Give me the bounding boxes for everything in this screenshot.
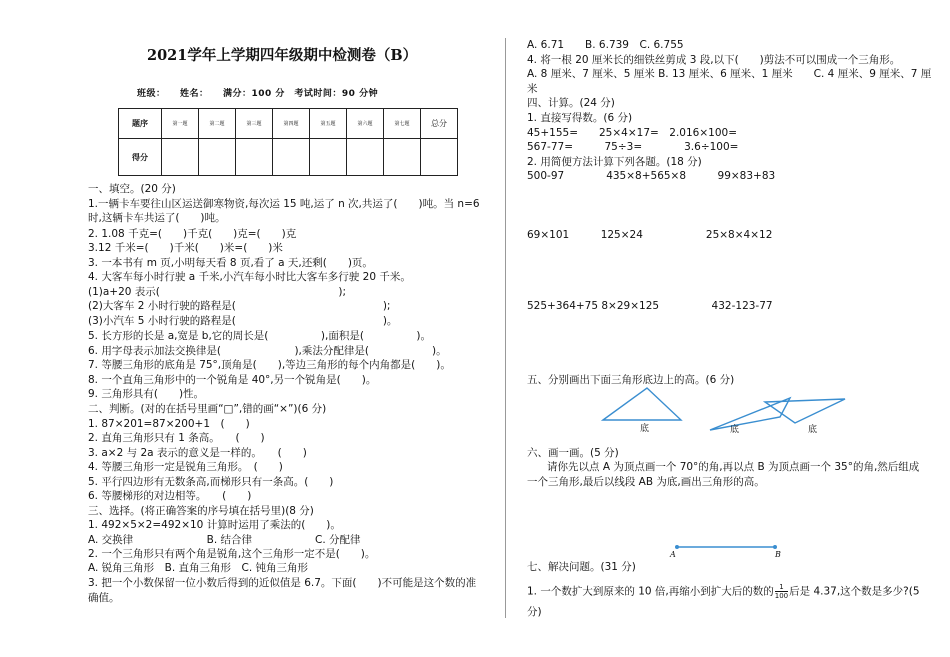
segment-ab	[672, 542, 782, 552]
exam-info: 班级： 姓名： 满分：100 分 考试时间：90 分钟	[137, 89, 379, 99]
question-7-1-text: 1. 一个数扩大到原来的 10 倍,再缩小到扩大后的数的	[527, 585, 774, 598]
left-line: 2. 直角三角形只有 1 条高。 ( )	[88, 432, 265, 444]
left-line: 1. 87×201=87×200+1 ( )	[88, 418, 250, 430]
left-line: 9. 三角形具有( )性。	[88, 388, 205, 400]
left-line: A. 锐角三角形 B. 直角三角形 C. 钝角三角形	[88, 562, 309, 574]
page-title: 2021学年上学期四年级期中检测卷（B）	[147, 47, 418, 64]
fraction	[775, 583, 788, 600]
right-line: 2. 用简便方法计算下列各题。(18 分)	[527, 156, 702, 168]
right-line: 4. 将一根 20 厘米长的细铁丝剪成 3 段,以下( )剪法不可以围成一个三角形。	[527, 54, 901, 66]
score-table-header: 得分	[119, 139, 162, 176]
score-table-col: 第一题	[162, 109, 199, 139]
score-table-col: 第六题	[347, 109, 384, 139]
left-line: 8. 一个直角三角形中的一个锐角是 40°,另一个锐角是( )。	[88, 374, 377, 386]
triangle-2-base-label: 底	[730, 425, 740, 435]
left-line: 5. 平行四边形有无数条高,而梯形只有一条高。( )	[88, 476, 334, 488]
left-line: 2. 1.08 千克=( )千克( )克=( )克	[88, 228, 297, 240]
point-a-label: A	[670, 550, 676, 559]
score-cell[interactable]	[310, 139, 347, 176]
column-divider	[505, 38, 506, 618]
triangle-1-base-label: 底	[640, 424, 650, 434]
left-line: 3. a×2 与 2a 表示的意义是一样的。 ( )	[88, 447, 307, 459]
calc-row-3: 525+364+75 8×29×125 432-123-77	[527, 300, 773, 312]
score-cell[interactable]	[347, 139, 384, 176]
right-line: 500-97 435×8+565×8 99×83+83	[527, 170, 776, 182]
point-b-label: B	[775, 550, 781, 559]
left-line: A. 交换律 B. 结合律 C. 分配律	[88, 534, 361, 546]
left-line: 7. 等腰三角形的底角是 75°,顶角是( ),等边三角形的每个内角都是( )。	[88, 359, 451, 371]
score-table-col: 第三题	[236, 109, 273, 139]
score-table-total: 总分	[421, 109, 458, 139]
left-line: (3)小汽车 5 小时行驶的路程是( )。	[88, 315, 398, 327]
left-line: 3. 把一个小数保留一位小数后得到的近似值是 6.7。下面( )不可能是这个数的准	[88, 577, 477, 589]
left-line: 1.一辆卡车要往山区运送御寒物资,每次运 15 吨,运了 n 次,共运了( )吨。当 n=6	[88, 198, 480, 210]
score-table-col: 第七题	[384, 109, 421, 139]
score-table	[118, 108, 458, 176]
section-6-heading: 六、画一画。(5 分)	[527, 447, 619, 459]
right-line: A. 8 厘米、7 厘米、5 厘米 B. 13 厘米、6 厘米、1 厘米 C. 4 厘米、9 厘米、7 厘	[527, 68, 932, 80]
section-7-heading: 七、解决问题。(31 分)	[527, 561, 636, 573]
left-line: 时,这辆卡车共运了( )吨。	[88, 212, 226, 224]
question-7-1-text: 后是 4.37,这个数是多少?(5	[789, 585, 920, 598]
triangle-1	[603, 388, 681, 420]
left-line: 4. 等腰三角形一定是锐角三角形。 ( )	[88, 461, 283, 473]
section-6-text: 一个三角形,最后以线段 AB 为底,画出三角形的高。	[527, 476, 765, 488]
score-cell[interactable]	[236, 139, 273, 176]
left-line: 5. 长方形的长是 a,宽是 b,它的周长是( ),面积是( )。	[88, 330, 432, 342]
left-line: 3. 一本书有 m 页,小明每天看 8 页,看了 a 天,还剩( )页。	[88, 257, 373, 269]
fraction-numerator: 1	[775, 583, 788, 592]
triangle-2	[710, 398, 790, 430]
right-line: 1. 直接写得数。(6 分)	[527, 112, 633, 124]
score-table-header: 题序	[119, 109, 162, 139]
section-6-text: 请你先以点 A 为顶点画一个 70°的角,再以点 B 为顶点画一个 35°的角,然后组成	[547, 461, 920, 473]
triangle-3-base-label: 底	[808, 425, 818, 435]
score-cell[interactable]	[162, 139, 199, 176]
left-line: 二、判断。(对的在括号里画“□”,错的画“×”)(6 分)	[88, 403, 327, 415]
score-table-col: 第二题	[199, 109, 236, 139]
score-cell[interactable]	[421, 139, 458, 176]
right-line: 45+155= 25×4×17= 2.016×100=	[527, 127, 737, 139]
fraction-denominator: 100	[774, 592, 789, 600]
left-line: 2. 一个三角形只有两个角是锐角,这个三角形一定不是( )。	[88, 548, 376, 560]
score-cell[interactable]	[199, 139, 236, 176]
calc-row-2: 69×101 125×24 25×8×4×12	[527, 229, 773, 241]
question-7-1	[527, 583, 920, 600]
right-line: 米	[527, 83, 538, 95]
right-line: 567-77= 75÷3= 3.6÷100=	[527, 141, 739, 153]
left-line: (2)大客车 2 小时行驶的路程是( );	[88, 300, 391, 312]
left-line: (1)a+20 表示( );	[88, 286, 347, 298]
right-line: 四、计算。(24 分)	[527, 97, 615, 109]
left-line: 6. 用字母表示加法交换律是( ),乘法分配律是( )。	[88, 345, 447, 357]
left-line: 一、填空。(20 分)	[88, 183, 176, 195]
question-7-1-cont: 分)	[527, 606, 542, 618]
score-table-col: 第四题	[273, 109, 310, 139]
left-line: 4. 大客车每小时行驶 a 千米,小汽车每小时比大客车多行驶 20 千米。	[88, 271, 411, 283]
left-line: 3.12 千米=( )千米( )米=( )米	[88, 242, 283, 254]
left-line: 三、选择。(将正确答案的序号填在括号里)(8 分)	[88, 505, 314, 517]
left-line: 6. 等腰梯形的对边相等。 ( )	[88, 490, 252, 502]
left-line: 确值。	[88, 592, 120, 604]
right-line: A. 6.71 B. 6.739 C. 6.755	[527, 39, 684, 51]
score-cell[interactable]	[384, 139, 421, 176]
score-table-col: 第五题	[310, 109, 347, 139]
score-cell[interactable]	[273, 139, 310, 176]
section-5-heading: 五、分别画出下面三角形底边上的高。(6 分)	[527, 374, 735, 386]
left-line: 1. 492×5×2=492×10 计算时运用了乘法的( )。	[88, 519, 341, 531]
